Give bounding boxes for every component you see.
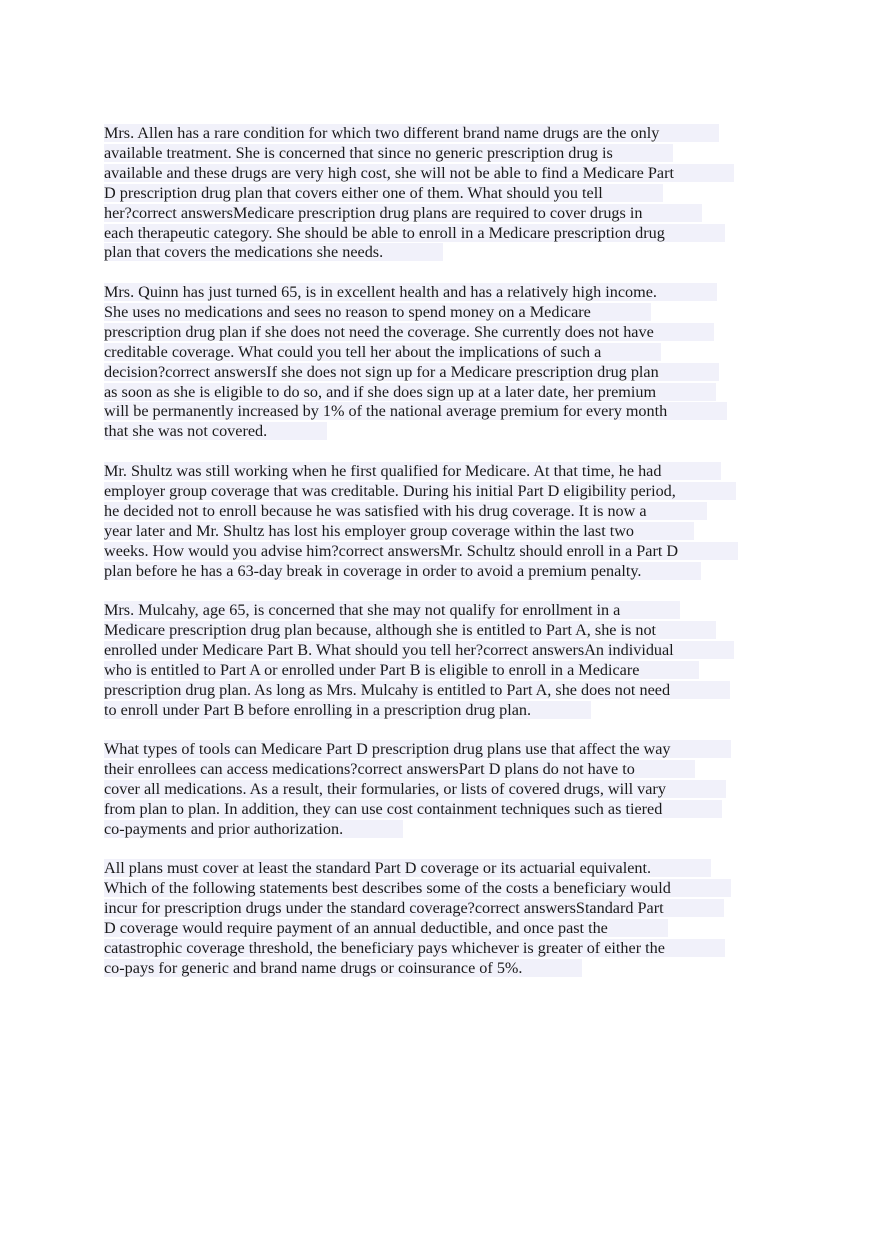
document-body [104,124,784,999]
text-line: Medicare prescription drug plan because, although she is entitled to Part A, she is not [104,621,784,641]
text-line: Which of the following statements best describes some of the costs a beneficiary would [104,879,784,899]
text-line: will be permanently increased by 1% of the national average premium for every month [104,402,784,422]
text-line: their enrollees can access medications?correct answersPart D plans do not have to [104,760,784,780]
text-line: each therapeutic category. She should be able to enroll in a Medicare prescription drug [104,224,784,244]
qa-paragraph-allen [104,124,784,263]
text-line: co-payments and prior authorization. [104,820,784,840]
text-line: plan that covers the medications she needs. [104,243,784,263]
text-line: Mrs. Mulcahy, age 65, is concerned that she may not qualify for enrollment in a [104,601,784,621]
text-line: who is entitled to Part A or enrolled under Part B is eligible to enroll in a Medicare [104,661,784,681]
text-line: Mrs. Allen has a rare condition for which two different brand name drugs are the only [104,124,784,144]
text-line: co-pays for generic and brand name drugs or coinsurance of 5%. [104,959,784,979]
text-line: employer group coverage that was creditable. During his initial Part D eligibility period, [104,482,784,502]
text-line: year later and Mr. Shultz has lost his employer group coverage within the last two [104,522,784,542]
text-line: from plan to plan. In addition, they can use cost containment techniques such as tiered [104,800,784,820]
qa-paragraph-tools [104,740,784,840]
qa-paragraph-mulcahy [104,601,784,720]
text-line: D prescription drug plan that covers either one of them. What should you tell [104,184,784,204]
text-line: her?correct answersMedicare prescription drug plans are required to cover drugs in [104,204,784,224]
text-line: creditable coverage. What could you tell her about the implications of such a [104,343,784,363]
text-line: What types of tools can Medicare Part D prescription drug plans use that affect the way [104,740,784,760]
text-line: as soon as she is eligible to do so, and if she does sign up at a later date, her premium [104,383,784,403]
text-line: All plans must cover at least the standard Part D coverage or its actuarial equivalent. [104,859,784,879]
qa-paragraph-quinn [104,283,784,442]
text-line: prescription drug plan if she does not need the coverage. She currently does not have [104,323,784,343]
text-line: to enroll under Part B before enrolling in a prescription drug plan. [104,701,784,721]
text-line: Mr. Shultz was still working when he first qualified for Medicare. At that time, he had [104,462,784,482]
text-line: available and these drugs are very high cost, she will not be able to find a Medicare Part [104,164,784,184]
text-line: D coverage would require payment of an annual deductible, and once past the [104,919,784,939]
qa-paragraph-shultz [104,462,784,581]
text-line: enrolled under Medicare Part B. What should you tell her?correct answersAn individual [104,641,784,661]
text-line: decision?correct answersIf she does not sign up for a Medicare prescription drug plan [104,363,784,383]
text-line: She uses no medications and sees no reason to spend money on a Medicare [104,303,784,323]
text-line: incur for prescription drugs under the standard coverage?correct answersStandard Part [104,899,784,919]
text-line: catastrophic coverage threshold, the beneficiary pays whichever is greater of either the [104,939,784,959]
text-line: available treatment. She is concerned that since no generic prescription drug is [104,144,784,164]
text-line: cover all medications. As a result, their formularies, or lists of covered drugs, will vary [104,780,784,800]
text-line: Mrs. Quinn has just turned 65, is in excellent health and has a relatively high income. [104,283,784,303]
text-line: he decided not to enroll because he was satisfied with his drug coverage. It is now a [104,502,784,522]
text-line: weeks. How would you advise him?correct answersMr. Schultz should enroll in a Part D [104,542,784,562]
qa-paragraph-standard-coverage [104,859,784,978]
text-line: that she was not covered. [104,422,784,442]
text-line: plan before he has a 63-day break in coverage in order to avoid a premium penalty. [104,562,784,582]
text-line: prescription drug plan. As long as Mrs. Mulcahy is entitled to Part A, she does not need [104,681,784,701]
